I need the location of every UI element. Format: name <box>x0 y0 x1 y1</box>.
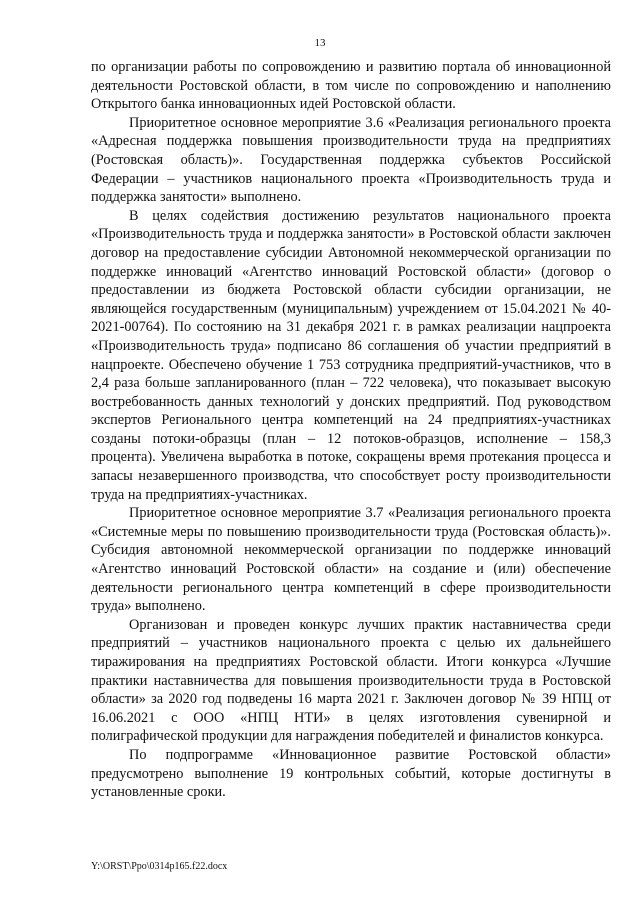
document-body <box>91 58 611 802</box>
paragraph-continuation: по организации работы по сопровождению и развитию портала об инновационной деятельности Ростовской области, в том числе по сопровождению и наполнению Открытого банка инновационных идей Ростовской области. <box>91 59 611 113</box>
paragraph-mentoring-contest: Организован и проведен конкурс лучших практик наставничества среди предприятий – участников национального проекта с целью их дальнейшего тиражирования на предприятиях Ростовской области. Итоги конкурса «Лучшие практики наставничества для повышения производительности труда в Ростовской области» за 2020 год подведены 16 марта 2021 г. Заключен договор № 39 НПЦ от 16.06.2021 с ООО «НПЦ НТИ» в целях изготовления сувенирной и полиграфической продукции для награждения победителей и финалистов конкурса. <box>91 616 611 745</box>
page-number: 13 <box>314 37 326 49</box>
paragraph-event-3-7: Приоритетное основное мероприятие 3.7 «Реализация регионального проекта «Системные меры по повышению производительности труда (Ростовская область)». Субсидия автономной некоммерческой организации по поддержке инноваций «Агентство инноваций Ростовской области» на создание и (или) обеспечение деятельности регионального центра компетенций в сфере производительности труда» выполнено. <box>91 505 611 615</box>
footer-file-path: Y:\ORST\Ppo\0314p165.f22.docx <box>91 861 228 872</box>
paragraph-event-3-6: Приоритетное основное мероприятие 3.6 «Реализация регионального проекта «Адресная поддержка повышения производительности труда на предприятиях (Ростовская область)». Государственная поддержка субъектов Российской Федерации – участников национального проекта «Производительность труда и поддержка занятости» выполнено. <box>91 114 611 206</box>
paragraph-productivity-results: В целях содействия достижению результатов национального проекта «Производительность труда и поддержка занятости» в Ростовской области заключен договор на предоставление субсидии Автономной некоммерческой организации по поддержке инноваций «Агентство инноваций Ростовской области» (договор о предоставлении из бюджета Ростовской области субсидии организации, не являющейся государственным (муниципальным) учреждением от 15.04.2021 № 40-2021-00764). По состоянию на 31 декабря 2021 г. в рамках реализации нацпроекта «Производительность труда» подписано 86 соглашения об участии предприятий в нацпроекте. Обеспечено обучение 1 753 сотрудника предприятий-участников, что в 2,4 раза больше запланированного (план – 722 человека), что показывает высокую востребованность данных технологий у донских предприятий. Под руководством экспертов Регионального центра компетенций на 24 предприятиях-участниках созданы потоки-образцы (план – 12 потоков-образцов, исполнение – 158,3 процента). Увеличена выработка в потоке, сокращены время протекания процесса и запасы незавершенного производства, что способствует росту производительности труда на предприятиях-участниках. <box>91 207 611 503</box>
paragraph-subprogram-summary: По подпрограмме «Инновационное развитие Ростовской области» предусмотрено выполнение 19 контрольных событий, которые достигнуты в установленные сроки. <box>91 746 611 801</box>
